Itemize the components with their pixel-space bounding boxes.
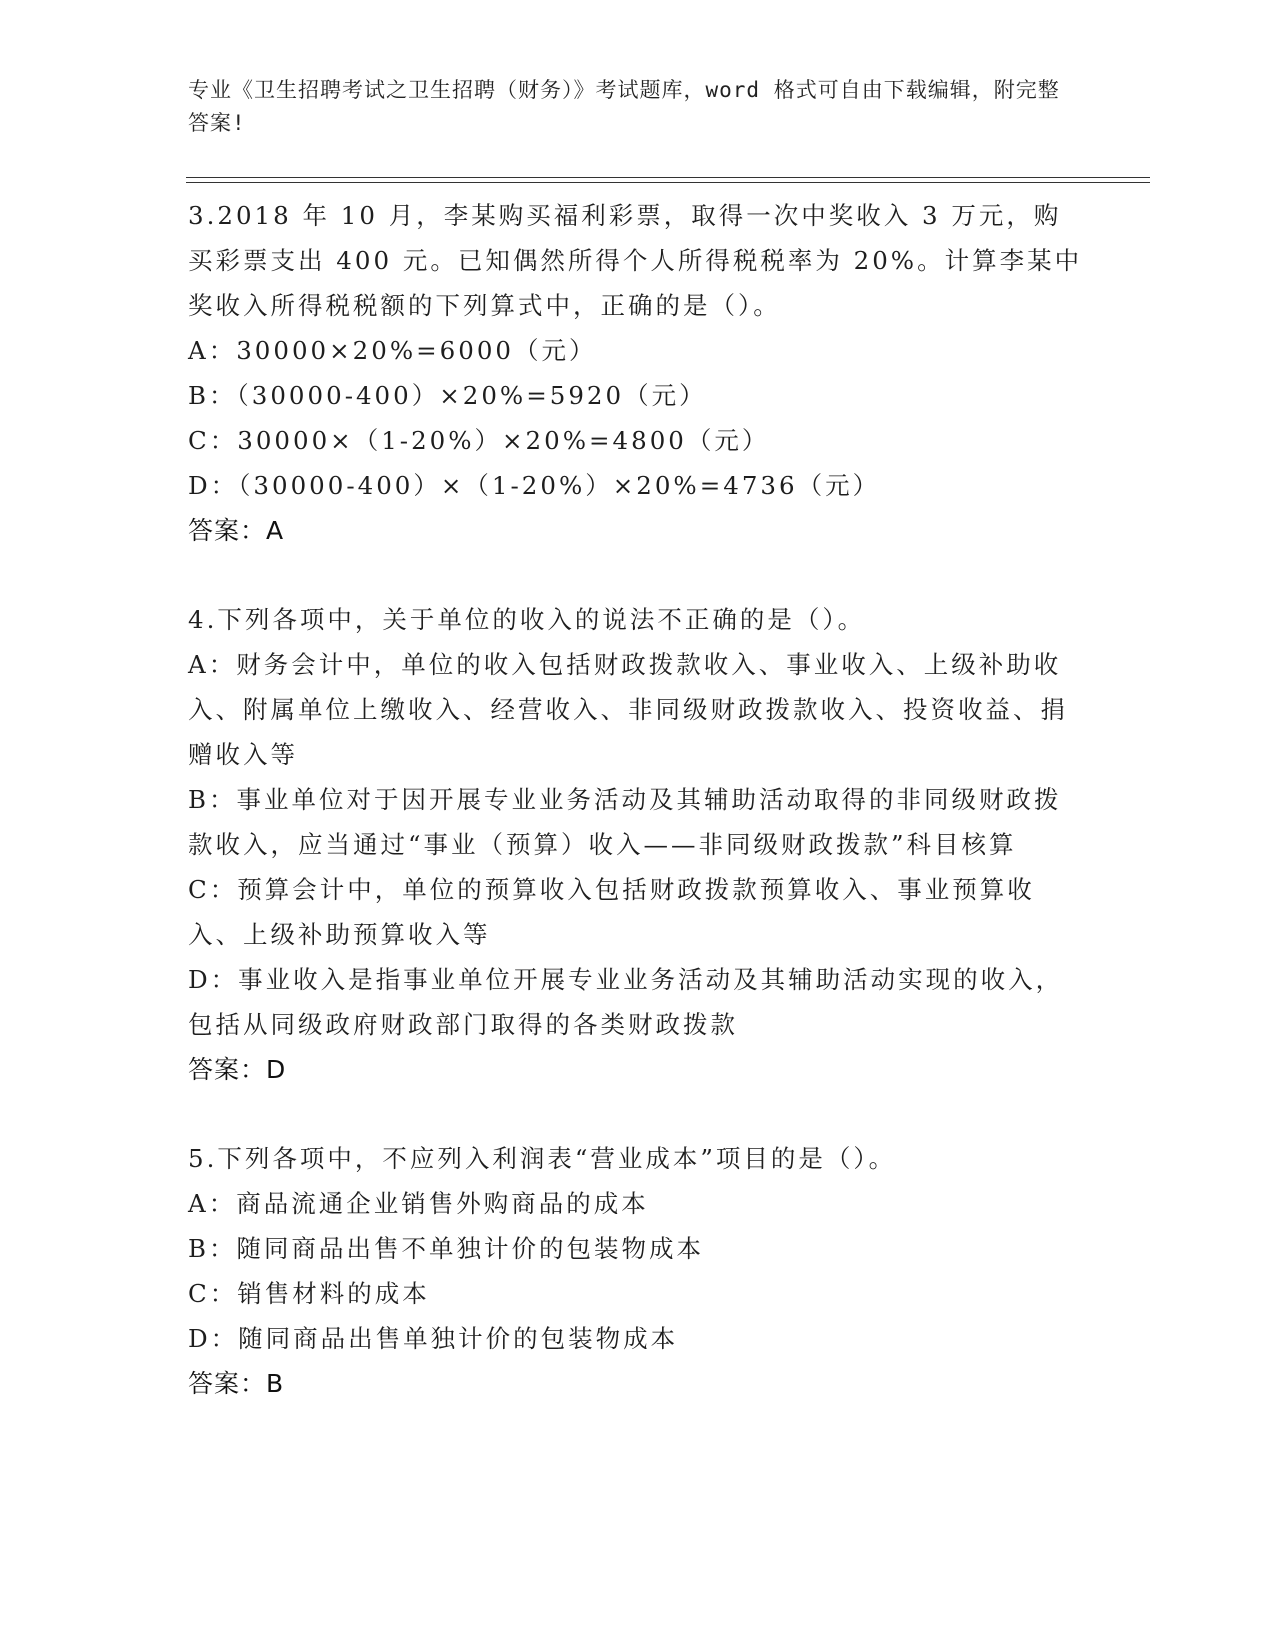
option-a: A：30000×20%=6000（元） xyxy=(188,336,597,365)
question-stem: 3.2018 年 10 月，李某购买福利彩票，取得一次中奖收入 3 万元，购买彩票支出 400 元。已知偶然所得个人所得税税率为 20%。计算李某中奖收入所得税税额的下列算式中，正确的是（）。 xyxy=(188,201,1083,320)
option-d: D：（30000-400）×（1-20%）×20%=4736（元） xyxy=(188,471,881,500)
document-header: 专业《卫生招聘考试之卫生招聘（财务）》考试题库，word 格式可自由下载编辑，附完整答案! xyxy=(188,78,1060,135)
header-divider-top xyxy=(186,177,1150,178)
question-list xyxy=(188,193,1088,1450)
header-divider-bottom xyxy=(186,182,1150,183)
option-b: B：事业单位对于因开展专业业务活动及其辅助活动取得的非同级财政拨款收入，应当通过“事业（预算）收入——非同级财政拨款”科目核算 xyxy=(188,785,1062,859)
question-4 xyxy=(188,597,1088,1092)
option-a: A：商品流通企业销售外购商品的成本 xyxy=(188,1189,649,1218)
question-stem: 4.下列各项中，关于单位的收入的说法不正确的是（）。 xyxy=(188,605,866,634)
question-5 xyxy=(188,1136,1088,1406)
answer-line: 答案：B xyxy=(188,1369,285,1398)
answer-line: 答案：A xyxy=(188,516,285,545)
option-c: C：30000×（1-20%）×20%=4800（元） xyxy=(188,426,770,455)
option-d: D：事业收入是指事业单位开展专业业务活动及其辅助活动实现的收入，包括从同级政府财政部门取得的各类财政拨款 xyxy=(188,965,1064,1039)
option-a: A：财务会计中，单位的收入包括财政拨款收入、事业收入、上级补助收入、附属单位上缴收入、经营收入、非同级财政拨款收入、投资收益、捐赠收入等 xyxy=(188,650,1068,769)
question-3 xyxy=(188,193,1088,553)
answer-line: 答案：D xyxy=(188,1055,287,1084)
option-b: B：（30000-400）×20%=5920（元） xyxy=(188,381,707,410)
option-b: B：随同商品出售不单独计价的包装物成本 xyxy=(188,1234,705,1263)
option-c: C：预算会计中，单位的预算收入包括财政拨款预算收入、事业预算收入、上级补助预算收入等 xyxy=(188,875,1035,949)
option-c: C：销售材料的成本 xyxy=(188,1279,430,1308)
option-d: D：随同商品出售单独计价的包装物成本 xyxy=(188,1324,679,1353)
question-stem: 5.下列各项中，不应列入利润表“营业成本”项目的是（）。 xyxy=(188,1144,897,1173)
